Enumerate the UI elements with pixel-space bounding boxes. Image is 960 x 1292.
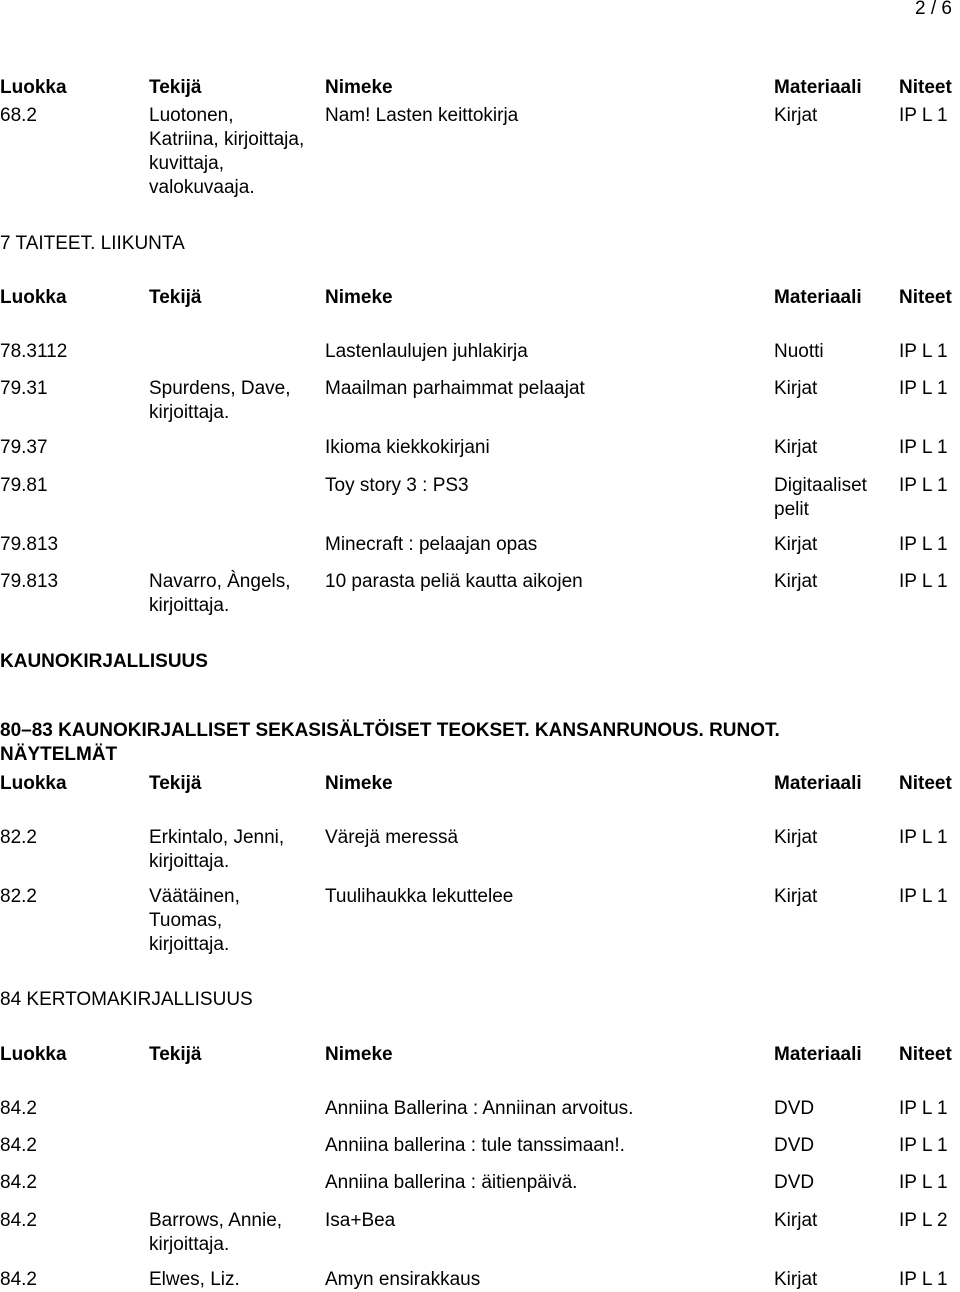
- header-tekija: Tekijä: [149, 773, 202, 794]
- header-tekija: Tekijä: [149, 287, 202, 308]
- cell-materiaali: DVD: [774, 1172, 815, 1193]
- cell-niteet: IP L 1: [899, 1098, 948, 1119]
- table-header: [0, 1043, 960, 1103]
- cell-niteet: IP L 1: [899, 1172, 948, 1193]
- table-row: [0, 1268, 960, 1292]
- cell-materiaali: Kirjat: [774, 1210, 818, 1231]
- cell-materiaali: Kirjat: [774, 886, 818, 907]
- cell-niteet: IP L 1: [899, 341, 948, 362]
- cell-materiaali: DVD: [774, 1098, 815, 1119]
- cell-nimeke: Nam! Lasten keittokirja: [325, 105, 519, 126]
- cell-luokka: 82.2: [0, 886, 37, 907]
- header-niteet: Niteet: [899, 77, 952, 98]
- cell-niteet: IP L 1: [899, 534, 948, 555]
- cell-luokka: 79.37: [0, 437, 48, 458]
- cell-materiaali: Kirjat: [774, 1269, 818, 1290]
- header-nimeke: Nimeke: [325, 773, 393, 794]
- header-luokka: Luokka: [0, 287, 67, 308]
- table-row: [0, 885, 960, 965]
- cell-tekija: Väätäinen, Tuomas, kirjoittaja.: [149, 886, 240, 955]
- header-materiaali: Materiaali: [774, 1044, 862, 1065]
- table-row: [0, 474, 960, 534]
- cell-materiaali: Kirjat: [774, 534, 818, 555]
- cell-materiaali: DVD: [774, 1135, 815, 1156]
- cell-nimeke: Lastenlaulujen juhlakirja: [325, 341, 528, 362]
- header-materiaali: Materiaali: [774, 287, 862, 308]
- header-luokka: Luokka: [0, 77, 67, 98]
- cell-nimeke: 10 parasta peliä kautta aikojen: [325, 571, 583, 592]
- cell-tekija: Spurdens, Dave, kirjoittaja.: [149, 378, 291, 423]
- section-heading: 84 KERTOMAKIRJALLISUUS: [0, 989, 253, 1010]
- cell-materiaali: Kirjat: [774, 105, 818, 126]
- header-materiaali: Materiaali: [774, 77, 862, 98]
- cell-niteet: IP L 1: [899, 437, 948, 458]
- cell-nimeke: Tuulihaukka lekuttelee: [325, 886, 514, 907]
- cell-luokka: 78.3112: [0, 341, 68, 362]
- table-row: [0, 570, 960, 630]
- cell-luokka: 84.2: [0, 1269, 37, 1290]
- cell-nimeke: Isa+Bea: [325, 1210, 396, 1231]
- cell-luokka: 68.2: [0, 105, 37, 126]
- cell-materiaali: Kirjat: [774, 571, 818, 592]
- cell-niteet: IP L 1: [899, 1269, 948, 1290]
- cell-nimeke: Anniina ballerina : tule tanssimaan!.: [325, 1135, 625, 1156]
- cell-materiaali: Nuotti: [774, 341, 824, 362]
- cell-niteet: IP L 1: [899, 1135, 948, 1156]
- cell-tekija: Erkintalo, Jenni, kirjoittaja.: [149, 827, 285, 872]
- cell-nimeke: Toy story 3 : PS3: [325, 475, 469, 496]
- cell-materiaali: Kirjat: [774, 378, 818, 399]
- cell-tekija: Elwes, Liz.: [149, 1269, 240, 1290]
- cell-materiaali: Kirjat: [774, 437, 818, 458]
- page-number: 2 / 6: [915, 0, 952, 19]
- cell-luokka: 79.813: [0, 571, 59, 592]
- cell-luokka: 84.2: [0, 1135, 37, 1156]
- cell-luokka: 84.2: [0, 1172, 37, 1193]
- header-tekija: Tekijä: [149, 1044, 202, 1065]
- header-niteet: Niteet: [899, 287, 952, 308]
- header-niteet: Niteet: [899, 1044, 952, 1065]
- cell-luokka: 84.2: [0, 1098, 37, 1119]
- cell-niteet: IP L 1: [899, 378, 948, 399]
- header-nimeke: Nimeke: [325, 77, 393, 98]
- table-row: [0, 1209, 960, 1269]
- table-row: [0, 826, 960, 886]
- cell-nimeke: Värejä meressä: [325, 827, 459, 848]
- cell-nimeke: Anniina Ballerina : Anniinan arvoitus.: [325, 1098, 634, 1119]
- cell-tekija: Navarro, Àngels, kirjoittaja.: [149, 571, 291, 616]
- cell-niteet: IP L 1: [899, 886, 948, 907]
- section-heading: 7 TAITEET. LIIKUNTA: [0, 233, 185, 254]
- cell-luokka: 82.2: [0, 827, 37, 848]
- cell-niteet: IP L 1: [899, 475, 948, 496]
- cell-nimeke: Minecraft : pelaajan opas: [325, 534, 538, 555]
- cell-nimeke: Amyn ensirakkaus: [325, 1269, 481, 1290]
- cell-tekija: Barrows, Annie, kirjoittaja.: [149, 1210, 283, 1255]
- header-niteet: Niteet: [899, 773, 952, 794]
- cell-materiaali: Digitaaliset pelit: [774, 475, 867, 520]
- table-header: [0, 286, 960, 346]
- cell-tekija: Luotonen, Katriina, kirjoittaja, kuvittaja, valokuvaaja.: [149, 105, 305, 198]
- table-row: [0, 377, 960, 437]
- cell-materiaali: Kirjat: [774, 827, 818, 848]
- header-tekija: Tekijä: [149, 77, 202, 98]
- cell-luokka: 79.31: [0, 378, 48, 399]
- cell-niteet: IP L 1: [899, 105, 948, 126]
- table-row: [0, 104, 960, 200]
- table-header: [0, 772, 960, 832]
- cell-niteet: IP L 2: [899, 1210, 948, 1231]
- header-luokka: Luokka: [0, 1044, 67, 1065]
- header-luokka: Luokka: [0, 773, 67, 794]
- section-subheading: 80–83 KAUNOKIRJALLISET SEKASISÄLTÖISET TEOKSET. KANSANRUNOUS. RUNOT. NÄYTELMÄT: [0, 720, 780, 765]
- cell-luokka: 79.81: [0, 475, 48, 496]
- section-heading: KAUNOKIRJALLISUUS: [0, 651, 208, 672]
- cell-luokka: 79.813: [0, 534, 59, 555]
- cell-nimeke: Maailman parhaimmat pelaajat: [325, 378, 585, 399]
- cell-nimeke: Anniina ballerina : äitienpäivä.: [325, 1172, 578, 1193]
- cell-niteet: IP L 1: [899, 827, 948, 848]
- header-nimeke: Nimeke: [325, 1044, 393, 1065]
- cell-nimeke: Ikioma kiekkokirjani: [325, 437, 490, 458]
- cell-luokka: 84.2: [0, 1210, 37, 1231]
- header-materiaali: Materiaali: [774, 773, 862, 794]
- cell-niteet: IP L 1: [899, 571, 948, 592]
- header-nimeke: Nimeke: [325, 287, 393, 308]
